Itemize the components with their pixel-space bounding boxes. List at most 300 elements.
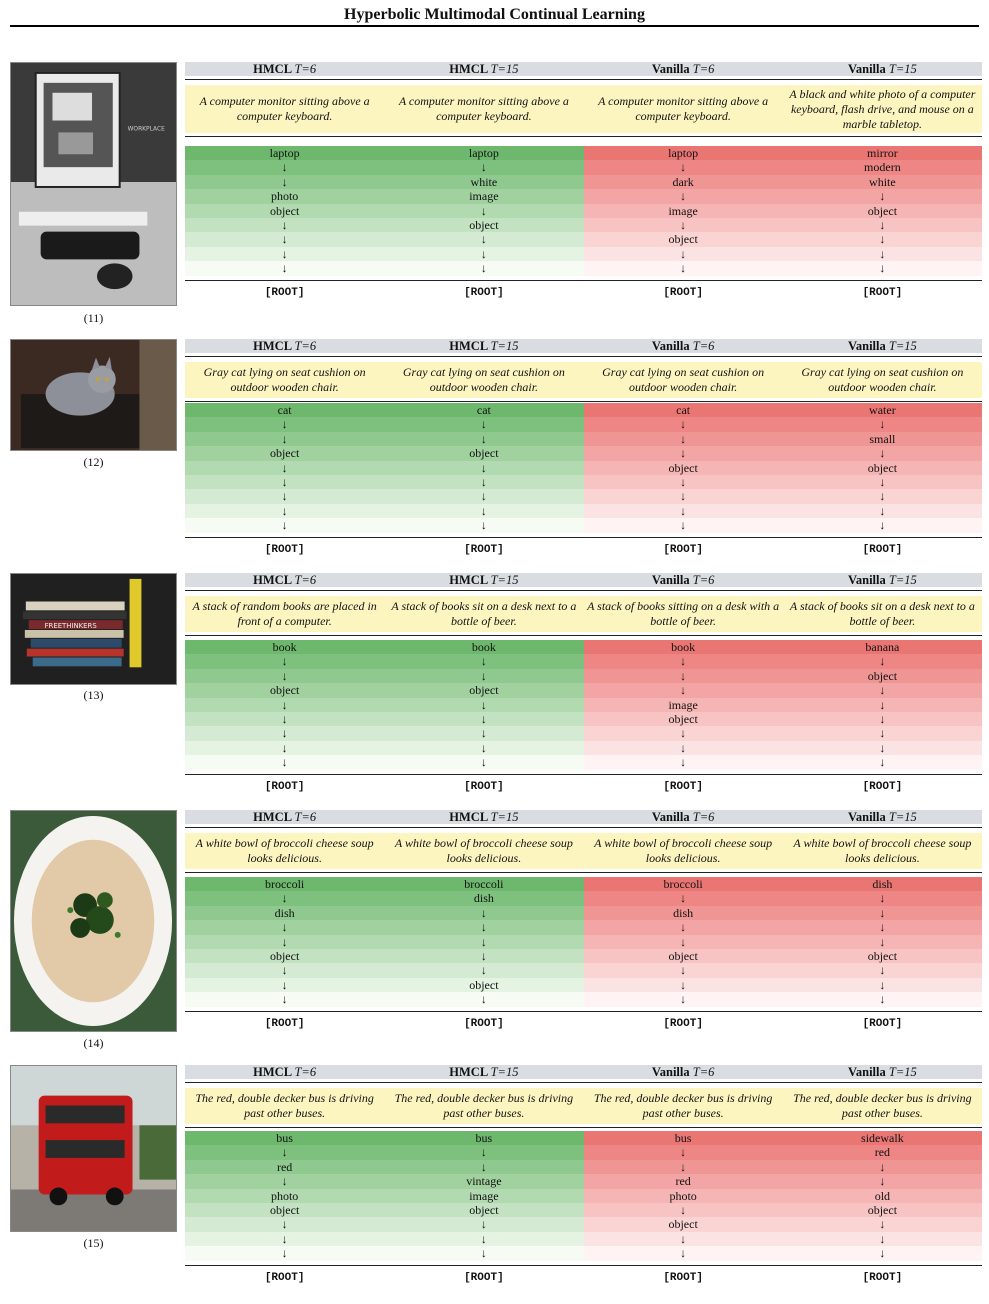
computer-workplace-photo bbox=[10, 62, 177, 306]
concept-node: dish bbox=[384, 891, 583, 905]
caption-row bbox=[185, 1088, 982, 1124]
down-arrow-icon: ↓ bbox=[783, 218, 982, 232]
root-node: [ROOT] bbox=[464, 543, 504, 556]
down-arrow-icon: ↓ bbox=[185, 712, 384, 726]
down-arrow-icon: ↓ bbox=[185, 963, 384, 977]
root-node: [ROOT] bbox=[862, 1017, 903, 1030]
column-header: HMCL T=6 bbox=[253, 1065, 317, 1079]
table-rule bbox=[185, 79, 982, 80]
concept-node: object bbox=[783, 669, 982, 683]
down-arrow-icon: ↓ bbox=[783, 417, 982, 431]
hierarchy-column bbox=[783, 877, 982, 1007]
down-arrow-icon: ↓ bbox=[185, 1145, 384, 1159]
column-header: Vanilla T=15 bbox=[847, 62, 917, 76]
hierarchy-column bbox=[185, 403, 384, 533]
generated-caption: A white bowl of broccoli cheese soup looks delicious. bbox=[195, 836, 374, 865]
down-arrow-icon: ↓ bbox=[584, 475, 783, 489]
example-id: (14) bbox=[83, 1036, 104, 1050]
hierarchy-column bbox=[584, 877, 783, 1007]
concept-node: object bbox=[783, 461, 982, 475]
down-arrow-icon: ↓ bbox=[584, 432, 783, 446]
down-arrow-icon: ↓ bbox=[384, 712, 583, 726]
down-arrow-icon: ↓ bbox=[584, 669, 783, 683]
concept-node: object bbox=[783, 1203, 982, 1217]
concept-node: mirror bbox=[783, 146, 982, 160]
down-arrow-icon: ↓ bbox=[783, 712, 982, 726]
concept-node: object bbox=[384, 1203, 583, 1217]
svg-text:FREETHINKERS: FREETHINKERS bbox=[44, 622, 97, 631]
svg-text:WORKPLACE: WORKPLACE bbox=[127, 125, 165, 133]
down-arrow-icon: ↓ bbox=[384, 949, 583, 963]
table-rule bbox=[185, 872, 982, 873]
column-header: Vanilla T=15 bbox=[847, 573, 917, 587]
down-arrow-icon: ↓ bbox=[783, 261, 982, 275]
down-arrow-icon: ↓ bbox=[384, 247, 583, 261]
hierarchy-column bbox=[185, 146, 384, 276]
down-arrow-icon: ↓ bbox=[185, 726, 384, 740]
concept-node: book bbox=[185, 640, 384, 654]
down-arrow-icon: ↓ bbox=[783, 247, 982, 261]
concept-node: object bbox=[384, 446, 583, 460]
generated-caption: The red, double decker bus is driving past other buses. bbox=[593, 1091, 773, 1120]
down-arrow-icon: ↓ bbox=[783, 726, 982, 740]
hierarchy-column bbox=[384, 1131, 583, 1261]
concept-node: white bbox=[783, 175, 982, 189]
concept-node: photo bbox=[185, 1189, 384, 1203]
down-arrow-icon: ↓ bbox=[584, 654, 783, 668]
down-arrow-icon: ↓ bbox=[584, 189, 783, 203]
down-arrow-icon: ↓ bbox=[384, 1145, 583, 1159]
hierarchy-column bbox=[783, 640, 982, 770]
down-arrow-icon: ↓ bbox=[783, 489, 982, 503]
root-node: [ROOT] bbox=[862, 1271, 903, 1284]
down-arrow-icon: ↓ bbox=[384, 261, 583, 275]
down-arrow-icon: ↓ bbox=[783, 935, 982, 949]
column-header: HMCL T=6 bbox=[253, 339, 317, 353]
down-arrow-icon: ↓ bbox=[584, 504, 783, 518]
down-arrow-icon: ↓ bbox=[185, 218, 384, 232]
title-rule bbox=[10, 25, 979, 27]
down-arrow-icon: ↓ bbox=[783, 683, 982, 697]
down-arrow-icon: ↓ bbox=[384, 504, 583, 518]
caption-row bbox=[185, 362, 982, 398]
column-header: HMCL T=15 bbox=[449, 62, 519, 76]
concept-node: dish bbox=[584, 906, 783, 920]
table-rule bbox=[185, 1011, 982, 1012]
concept-node: book bbox=[384, 640, 583, 654]
table-rule bbox=[185, 635, 982, 636]
down-arrow-icon: ↓ bbox=[384, 669, 583, 683]
example-id: (13) bbox=[83, 688, 104, 702]
down-arrow-icon: ↓ bbox=[783, 232, 982, 246]
down-arrow-icon: ↓ bbox=[185, 935, 384, 949]
root-node: [ROOT] bbox=[264, 286, 305, 299]
concept-node: bus bbox=[185, 1131, 384, 1145]
root-node: [ROOT] bbox=[663, 1017, 703, 1030]
example-id: (11) bbox=[83, 311, 104, 325]
down-arrow-icon: ↓ bbox=[783, 891, 982, 905]
down-arrow-icon: ↓ bbox=[384, 432, 583, 446]
concept-node: image bbox=[384, 189, 583, 203]
down-arrow-icon: ↓ bbox=[185, 232, 384, 246]
down-arrow-icon: ↓ bbox=[584, 891, 783, 905]
down-arrow-icon: ↓ bbox=[185, 669, 384, 683]
generated-caption: A computer monitor sitting above a computer keyboard. bbox=[398, 94, 569, 123]
root-node: [ROOT] bbox=[862, 780, 903, 793]
hierarchy-column bbox=[783, 1131, 982, 1261]
concept-node: bus bbox=[584, 1131, 783, 1145]
down-arrow-icon: ↓ bbox=[783, 1246, 982, 1260]
red-double-decker-bus-photo bbox=[10, 1065, 177, 1232]
concept-node: cat bbox=[185, 403, 384, 417]
column-header: Vanilla T=15 bbox=[847, 810, 917, 824]
table-rule bbox=[185, 356, 982, 357]
column-header: Vanilla T=15 bbox=[847, 1065, 917, 1079]
down-arrow-icon: ↓ bbox=[783, 741, 982, 755]
down-arrow-icon: ↓ bbox=[185, 992, 384, 1006]
concept-node: object bbox=[584, 461, 783, 475]
root-node: [ROOT] bbox=[264, 1271, 305, 1284]
down-arrow-icon: ↓ bbox=[584, 1232, 783, 1246]
example-id: (12) bbox=[83, 455, 104, 469]
hierarchy-paths bbox=[185, 877, 982, 1007]
concept-node: book bbox=[584, 640, 783, 654]
table-rule bbox=[185, 774, 982, 775]
down-arrow-icon: ↓ bbox=[584, 978, 783, 992]
hierarchy-paths bbox=[185, 640, 982, 770]
down-arrow-icon: ↓ bbox=[384, 232, 583, 246]
down-arrow-icon: ↓ bbox=[185, 475, 384, 489]
down-arrow-icon: ↓ bbox=[185, 1246, 384, 1260]
hierarchy-column bbox=[584, 1131, 783, 1261]
down-arrow-icon: ↓ bbox=[783, 475, 982, 489]
down-arrow-icon: ↓ bbox=[384, 204, 583, 218]
down-arrow-icon: ↓ bbox=[185, 518, 384, 532]
root-row bbox=[185, 543, 982, 557]
concept-node: object bbox=[185, 446, 384, 460]
hierarchy-paths bbox=[185, 403, 982, 533]
root-node: [ROOT] bbox=[663, 780, 703, 793]
hierarchy-column bbox=[584, 403, 783, 533]
root-node: [ROOT] bbox=[264, 1017, 305, 1030]
concept-node: red bbox=[584, 1174, 783, 1188]
down-arrow-icon: ↓ bbox=[185, 160, 384, 174]
down-arrow-icon: ↓ bbox=[384, 935, 583, 949]
generated-caption: A stack of random books are placed in front of a computer. bbox=[192, 599, 377, 628]
concept-node: broccoli bbox=[185, 877, 384, 891]
column-header: HMCL T=15 bbox=[449, 573, 519, 587]
concept-node: dish bbox=[783, 877, 982, 891]
caption-row bbox=[185, 85, 982, 133]
generated-caption: A white bowl of broccoli cheese soup looks delicious. bbox=[394, 836, 573, 865]
concept-node: cat bbox=[384, 403, 583, 417]
down-arrow-icon: ↓ bbox=[584, 755, 783, 769]
column-header: Vanilla T=6 bbox=[651, 62, 715, 76]
down-arrow-icon: ↓ bbox=[783, 920, 982, 934]
down-arrow-icon: ↓ bbox=[584, 1160, 783, 1174]
table-rule bbox=[185, 1265, 982, 1266]
root-node: [ROOT] bbox=[464, 1017, 504, 1030]
concept-node: object bbox=[384, 218, 583, 232]
down-arrow-icon: ↓ bbox=[185, 920, 384, 934]
down-arrow-icon: ↓ bbox=[783, 1217, 982, 1231]
concept-node: broccoli bbox=[584, 877, 783, 891]
generated-caption: A stack of books sit on a desk next to a bottle of beer. bbox=[391, 599, 577, 628]
hierarchy-column bbox=[384, 403, 583, 533]
down-arrow-icon: ↓ bbox=[185, 261, 384, 275]
table-rule bbox=[185, 827, 982, 828]
down-arrow-icon: ↓ bbox=[384, 992, 583, 1006]
down-arrow-icon: ↓ bbox=[185, 461, 384, 475]
down-arrow-icon: ↓ bbox=[584, 1203, 783, 1217]
down-arrow-icon: ↓ bbox=[584, 683, 783, 697]
down-arrow-icon: ↓ bbox=[584, 446, 783, 460]
concept-node: modern bbox=[783, 160, 982, 174]
caption-row bbox=[185, 596, 982, 632]
down-arrow-icon: ↓ bbox=[584, 920, 783, 934]
down-arrow-icon: ↓ bbox=[185, 978, 384, 992]
hierarchy-column bbox=[783, 146, 982, 276]
down-arrow-icon: ↓ bbox=[185, 432, 384, 446]
down-arrow-icon: ↓ bbox=[584, 935, 783, 949]
column-header: Vanilla T=6 bbox=[651, 339, 715, 353]
generated-caption: The red, double decker bus is driving past other buses. bbox=[394, 1091, 574, 1120]
concept-node: object bbox=[384, 978, 583, 992]
down-arrow-icon: ↓ bbox=[384, 461, 583, 475]
down-arrow-icon: ↓ bbox=[584, 1246, 783, 1260]
down-arrow-icon: ↓ bbox=[185, 175, 384, 189]
concept-node: red bbox=[783, 1145, 982, 1159]
down-arrow-icon: ↓ bbox=[783, 755, 982, 769]
down-arrow-icon: ↓ bbox=[783, 446, 982, 460]
down-arrow-icon: ↓ bbox=[783, 1232, 982, 1246]
table-header bbox=[185, 1065, 982, 1079]
concept-node: red bbox=[185, 1160, 384, 1174]
hierarchy-column bbox=[783, 403, 982, 533]
hierarchy-column bbox=[185, 1131, 384, 1261]
root-node: [ROOT] bbox=[464, 780, 504, 793]
generated-caption: A black and white photo of a computer keyboard, flash drive, and mouse on a marble tabletop. bbox=[789, 86, 976, 131]
down-arrow-icon: ↓ bbox=[384, 698, 583, 712]
generated-caption: A stack of books sit on a desk next to a bottle of beer. bbox=[789, 599, 975, 628]
root-row bbox=[185, 780, 982, 794]
concept-node: white bbox=[384, 175, 583, 189]
concept-node: old bbox=[783, 1189, 982, 1203]
root-node: [ROOT] bbox=[862, 543, 903, 556]
table-rule bbox=[185, 1082, 982, 1083]
generated-caption: Gray cat lying on seat cushion on outdoor wooden chair. bbox=[402, 365, 565, 394]
root-node: [ROOT] bbox=[862, 286, 903, 299]
root-node: [ROOT] bbox=[663, 543, 703, 556]
down-arrow-icon: ↓ bbox=[584, 741, 783, 755]
concept-node: photo bbox=[584, 1189, 783, 1203]
down-arrow-icon: ↓ bbox=[384, 1217, 583, 1231]
column-header: Vanilla T=6 bbox=[651, 1065, 715, 1079]
table-rule bbox=[185, 590, 982, 591]
down-arrow-icon: ↓ bbox=[384, 160, 583, 174]
down-arrow-icon: ↓ bbox=[185, 698, 384, 712]
down-arrow-icon: ↓ bbox=[584, 726, 783, 740]
hierarchy-column bbox=[384, 877, 583, 1007]
table-header bbox=[185, 810, 982, 824]
root-node: [ROOT] bbox=[264, 543, 305, 556]
root-row bbox=[185, 1271, 982, 1285]
hierarchy-column bbox=[384, 640, 583, 770]
hierarchy-column bbox=[584, 146, 783, 276]
down-arrow-icon: ↓ bbox=[384, 475, 583, 489]
down-arrow-icon: ↓ bbox=[584, 160, 783, 174]
column-header: HMCL T=6 bbox=[253, 573, 317, 587]
root-row bbox=[185, 286, 982, 300]
down-arrow-icon: ↓ bbox=[783, 1174, 982, 1188]
down-arrow-icon: ↓ bbox=[783, 992, 982, 1006]
down-arrow-icon: ↓ bbox=[584, 963, 783, 977]
concept-node: small bbox=[783, 432, 982, 446]
concept-node: object bbox=[185, 949, 384, 963]
concept-node: object bbox=[185, 683, 384, 697]
down-arrow-icon: ↓ bbox=[185, 504, 384, 518]
column-header: HMCL T=15 bbox=[449, 1065, 519, 1079]
down-arrow-icon: ↓ bbox=[584, 218, 783, 232]
concept-node: water bbox=[783, 403, 982, 417]
concept-node: object bbox=[185, 204, 384, 218]
column-header: HMCL T=6 bbox=[253, 62, 317, 76]
concept-node: object bbox=[384, 683, 583, 697]
down-arrow-icon: ↓ bbox=[384, 489, 583, 503]
down-arrow-icon: ↓ bbox=[783, 504, 982, 518]
down-arrow-icon: ↓ bbox=[185, 891, 384, 905]
root-node: [ROOT] bbox=[264, 780, 305, 793]
example-id: (15) bbox=[83, 1236, 104, 1250]
table-header bbox=[185, 339, 982, 353]
down-arrow-icon: ↓ bbox=[783, 698, 982, 712]
down-arrow-icon: ↓ bbox=[783, 189, 982, 203]
root-node: [ROOT] bbox=[663, 286, 703, 299]
concept-node: dish bbox=[185, 906, 384, 920]
table-rule bbox=[185, 1127, 982, 1128]
column-header: HMCL T=15 bbox=[449, 339, 519, 353]
column-header: Vanilla T=15 bbox=[847, 339, 917, 353]
down-arrow-icon: ↓ bbox=[384, 1160, 583, 1174]
hierarchy-paths bbox=[185, 1131, 982, 1261]
root-node: [ROOT] bbox=[464, 1271, 504, 1284]
concept-node: laptop bbox=[584, 146, 783, 160]
concept-node: object bbox=[185, 1203, 384, 1217]
down-arrow-icon: ↓ bbox=[783, 654, 982, 668]
down-arrow-icon: ↓ bbox=[384, 741, 583, 755]
down-arrow-icon: ↓ bbox=[384, 963, 583, 977]
hierarchy-paths bbox=[185, 146, 982, 276]
hierarchy-column bbox=[185, 640, 384, 770]
down-arrow-icon: ↓ bbox=[783, 906, 982, 920]
column-header: HMCL T=15 bbox=[449, 810, 519, 824]
generated-caption: A stack of books sitting on a desk with a bottle of beer. bbox=[587, 599, 780, 628]
down-arrow-icon: ↓ bbox=[384, 654, 583, 668]
down-arrow-icon: ↓ bbox=[384, 1246, 583, 1260]
broccoli-soup-photo bbox=[10, 810, 177, 1032]
down-arrow-icon: ↓ bbox=[783, 518, 982, 532]
concept-node: object bbox=[584, 712, 783, 726]
down-arrow-icon: ↓ bbox=[783, 963, 982, 977]
caption-row bbox=[185, 833, 982, 869]
down-arrow-icon: ↓ bbox=[584, 247, 783, 261]
hierarchy-column bbox=[584, 640, 783, 770]
generated-caption: The red, double decker bus is driving past other buses. bbox=[793, 1091, 972, 1120]
generated-caption: Gray cat lying on seat cushion on outdoor wooden chair. bbox=[203, 365, 366, 394]
concept-node: object bbox=[584, 949, 783, 963]
down-arrow-icon: ↓ bbox=[783, 1160, 982, 1174]
concept-node: photo bbox=[185, 189, 384, 203]
concept-node: dark bbox=[584, 175, 783, 189]
table-rule bbox=[185, 401, 982, 402]
root-row bbox=[185, 1017, 982, 1031]
concept-node: banana bbox=[783, 640, 982, 654]
down-arrow-icon: ↓ bbox=[384, 726, 583, 740]
generated-caption: A white bowl of broccoli cheese soup looks delicious. bbox=[594, 836, 773, 865]
down-arrow-icon: ↓ bbox=[584, 1145, 783, 1159]
down-arrow-icon: ↓ bbox=[584, 261, 783, 275]
concept-node: image bbox=[584, 204, 783, 218]
down-arrow-icon: ↓ bbox=[384, 755, 583, 769]
concept-node: sidewalk bbox=[783, 1131, 982, 1145]
concept-node: image bbox=[584, 698, 783, 712]
stack-of-books-photo bbox=[10, 573, 177, 685]
root-node: [ROOT] bbox=[464, 286, 504, 299]
down-arrow-icon: ↓ bbox=[185, 417, 384, 431]
concept-node: object bbox=[584, 1217, 783, 1231]
concept-node: bus bbox=[384, 1131, 583, 1145]
column-header: HMCL T=6 bbox=[253, 810, 317, 824]
generated-caption: The red, double decker bus is driving past other buses. bbox=[195, 1091, 374, 1120]
table-header bbox=[185, 62, 982, 76]
down-arrow-icon: ↓ bbox=[584, 992, 783, 1006]
concept-node: object bbox=[584, 232, 783, 246]
table-rule bbox=[185, 280, 982, 281]
root-node: [ROOT] bbox=[663, 1271, 703, 1284]
column-header: Vanilla T=6 bbox=[651, 810, 715, 824]
down-arrow-icon: ↓ bbox=[384, 906, 583, 920]
down-arrow-icon: ↓ bbox=[185, 247, 384, 261]
column-header: Vanilla T=6 bbox=[651, 573, 715, 587]
concept-node: object bbox=[783, 949, 982, 963]
concept-node: cat bbox=[584, 403, 783, 417]
generated-caption: A computer monitor sitting above a computer keyboard. bbox=[199, 94, 370, 123]
generated-caption: Gray cat lying on seat cushion on outdoor wooden chair. bbox=[602, 365, 765, 394]
down-arrow-icon: ↓ bbox=[584, 489, 783, 503]
down-arrow-icon: ↓ bbox=[185, 1232, 384, 1246]
down-arrow-icon: ↓ bbox=[584, 417, 783, 431]
table-header bbox=[185, 573, 982, 587]
concept-node: image bbox=[384, 1189, 583, 1203]
concept-node: laptop bbox=[185, 146, 384, 160]
hierarchy-column bbox=[384, 146, 583, 276]
down-arrow-icon: ↓ bbox=[185, 654, 384, 668]
concept-node: vintage bbox=[384, 1174, 583, 1188]
concept-node: object bbox=[783, 204, 982, 218]
down-arrow-icon: ↓ bbox=[783, 978, 982, 992]
down-arrow-icon: ↓ bbox=[185, 1217, 384, 1231]
down-arrow-icon: ↓ bbox=[384, 518, 583, 532]
down-arrow-icon: ↓ bbox=[185, 1174, 384, 1188]
hierarchy-column bbox=[185, 877, 384, 1007]
gray-cat-photo bbox=[10, 339, 177, 451]
generated-caption: Gray cat lying on seat cushion on outdoor wooden chair. bbox=[801, 365, 964, 394]
generated-caption: A computer monitor sitting above a computer keyboard. bbox=[598, 94, 769, 123]
page-title: Hyperbolic Multimodal Continual Learning bbox=[344, 6, 645, 23]
down-arrow-icon: ↓ bbox=[584, 518, 783, 532]
down-arrow-icon: ↓ bbox=[185, 489, 384, 503]
down-arrow-icon: ↓ bbox=[384, 417, 583, 431]
